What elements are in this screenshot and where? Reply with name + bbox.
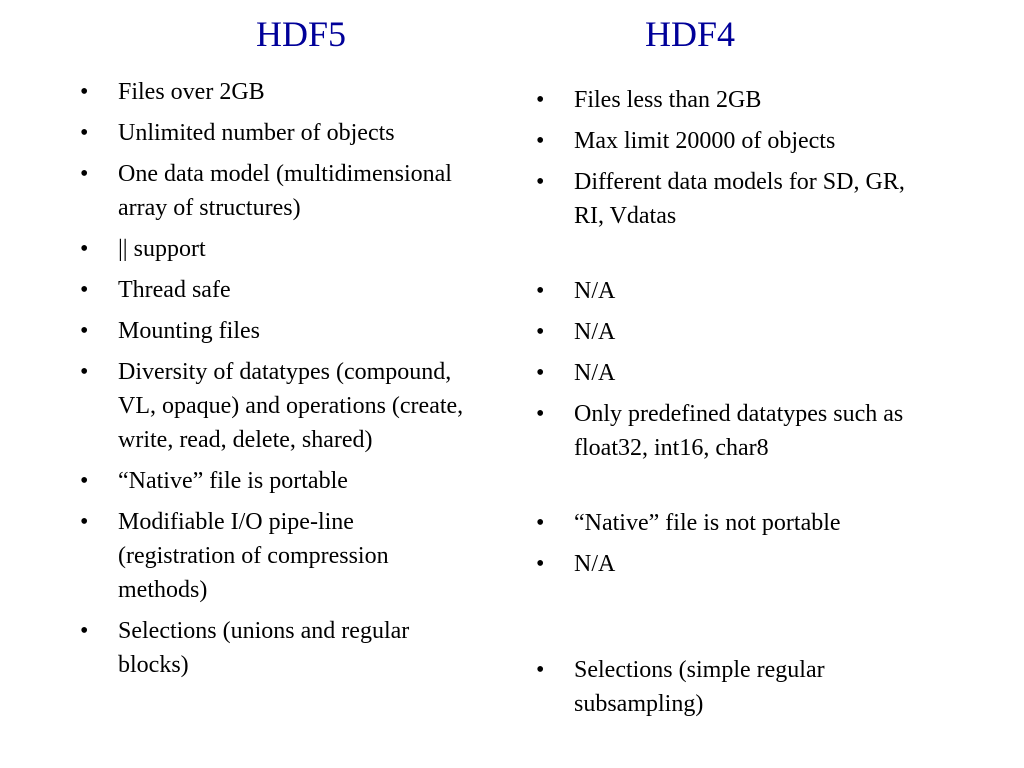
hdf4-item-data-model: • Different data models for SD, GR, RI, Vdatas — [530, 165, 940, 233]
hdf5-item-thread-safe: • Thread safe — [74, 273, 474, 307]
hdf5-item-portability: • “Native” file is portable — [74, 464, 474, 498]
hdf5-item-object-limit: • Unlimited number of objects — [74, 116, 474, 150]
hdf5-heading: HDF5 — [256, 14, 347, 54]
hdf4-item-portability: • “Native” file is not portable — [530, 506, 940, 540]
hdf5-item-io-pipeline: • Modifiable I/O pipe-line (registration of compression methods) — [74, 505, 474, 607]
hdf5-item-data-model: • One data model (multidimensional array of structures) — [74, 157, 474, 225]
hdf4-item-parallel-support: • N/A — [530, 274, 940, 308]
hdf5-item-file-size: • Files over 2GB — [74, 75, 474, 109]
hdf4-heading: HDF4 — [645, 14, 736, 54]
hdf4-item-selections: • Selections (simple regular subsampling) — [530, 653, 940, 721]
hdf5-feature-list — [74, 75, 474, 689]
hdf4-item-mounting: • N/A — [530, 356, 940, 390]
hdf5-item-mounting: • Mounting files — [74, 314, 474, 348]
hdf5-item-datatypes: • Diversity of datatypes (compound, VL, opaque) and operations (create, write, read, delete, shared) — [74, 355, 474, 457]
hdf4-item-io-pipeline: • N/A — [530, 547, 940, 581]
hdf4-item-file-size: • Files less than 2GB — [530, 83, 940, 117]
hdf4-item-datatypes: • Only predefined datatypes such as float32, int16, char8 — [530, 397, 940, 465]
hdf4-feature-list — [530, 83, 940, 728]
hdf4-item-object-limit: • Max limit 20000 of objects — [530, 124, 940, 158]
hdf5-item-parallel-support: • || support — [74, 232, 474, 266]
hdf5-item-selections: • Selections (unions and regular blocks) — [74, 614, 474, 682]
hdf4-item-thread-safe: • N/A — [530, 315, 940, 349]
